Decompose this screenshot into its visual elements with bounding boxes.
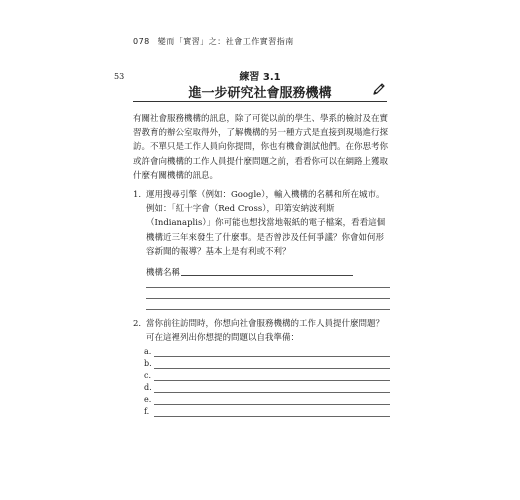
answer-label-e: e. — [144, 395, 152, 404]
answer-label-d: d. — [144, 383, 152, 392]
page-number: 078 — [133, 37, 150, 46]
exercise-title: 進一步研究社會服務機構 — [188, 86, 332, 101]
writing-line[interactable] — [146, 298, 390, 299]
question-2-text: 當你前往訪問時，你想向社會服務機構的工作人員提什麼問題？可在這裡列出你想提的問題以自我準備： — [146, 319, 385, 344]
question-2-number: 2. — [133, 319, 142, 329]
answer-line-a[interactable] — [154, 356, 390, 357]
question-1-number: 1. — [133, 190, 142, 200]
margin-reference-number: 53 — [114, 72, 125, 81]
answer-line-d[interactable] — [154, 392, 390, 393]
writing-line[interactable] — [146, 309, 390, 310]
agency-name-field[interactable] — [181, 275, 353, 276]
answer-label-f: f. — [144, 407, 150, 416]
pencil-icon — [372, 82, 386, 96]
title-underline — [133, 101, 387, 102]
running-title: 變而「實習」之：社會工作實習指南 — [157, 37, 294, 46]
answer-label-b: b. — [144, 359, 152, 368]
writing-line[interactable] — [146, 287, 390, 288]
intro-paragraph: 有關社會服務機構的訊息，除了可從以前的學生、學系的檢討及在實習教育的辦公室取得外，了解機構的另一種方式是直接到現場進行探訪。不單只是工作人員向你提問，你也有機會測試他們。在你思考你或許會向機構的工作人員提什麼問題之前，看看你可以在網路上獲取什麼有關機構的訊息。 — [133, 114, 389, 181]
answer-line-e[interactable] — [154, 404, 390, 405]
exercise-label: 練習 3.1 — [239, 72, 281, 83]
running-header — [133, 36, 294, 47]
answer-line-b[interactable] — [154, 368, 390, 369]
answer-line-f[interactable] — [154, 416, 390, 417]
answer-label-a: a. — [144, 347, 152, 356]
question-1-text: 運用搜尋引擎（例如：Google），輸入機構的名稱和所在城市。例如：「紅十字會（Red Cross），印第安納波利斯（Indianaplis）」你可能也想找當地報紙的電子檔案，看看這個機構近三年來發生了什麼事。是否曾涉及任何爭議？你會如何形容新聞的報導？基本上是有利或不利？ — [146, 190, 386, 257]
answer-label-c: c. — [144, 371, 152, 380]
agency-name-label: 機構名稱 — [146, 268, 181, 278]
answer-line-c[interactable] — [154, 380, 390, 381]
